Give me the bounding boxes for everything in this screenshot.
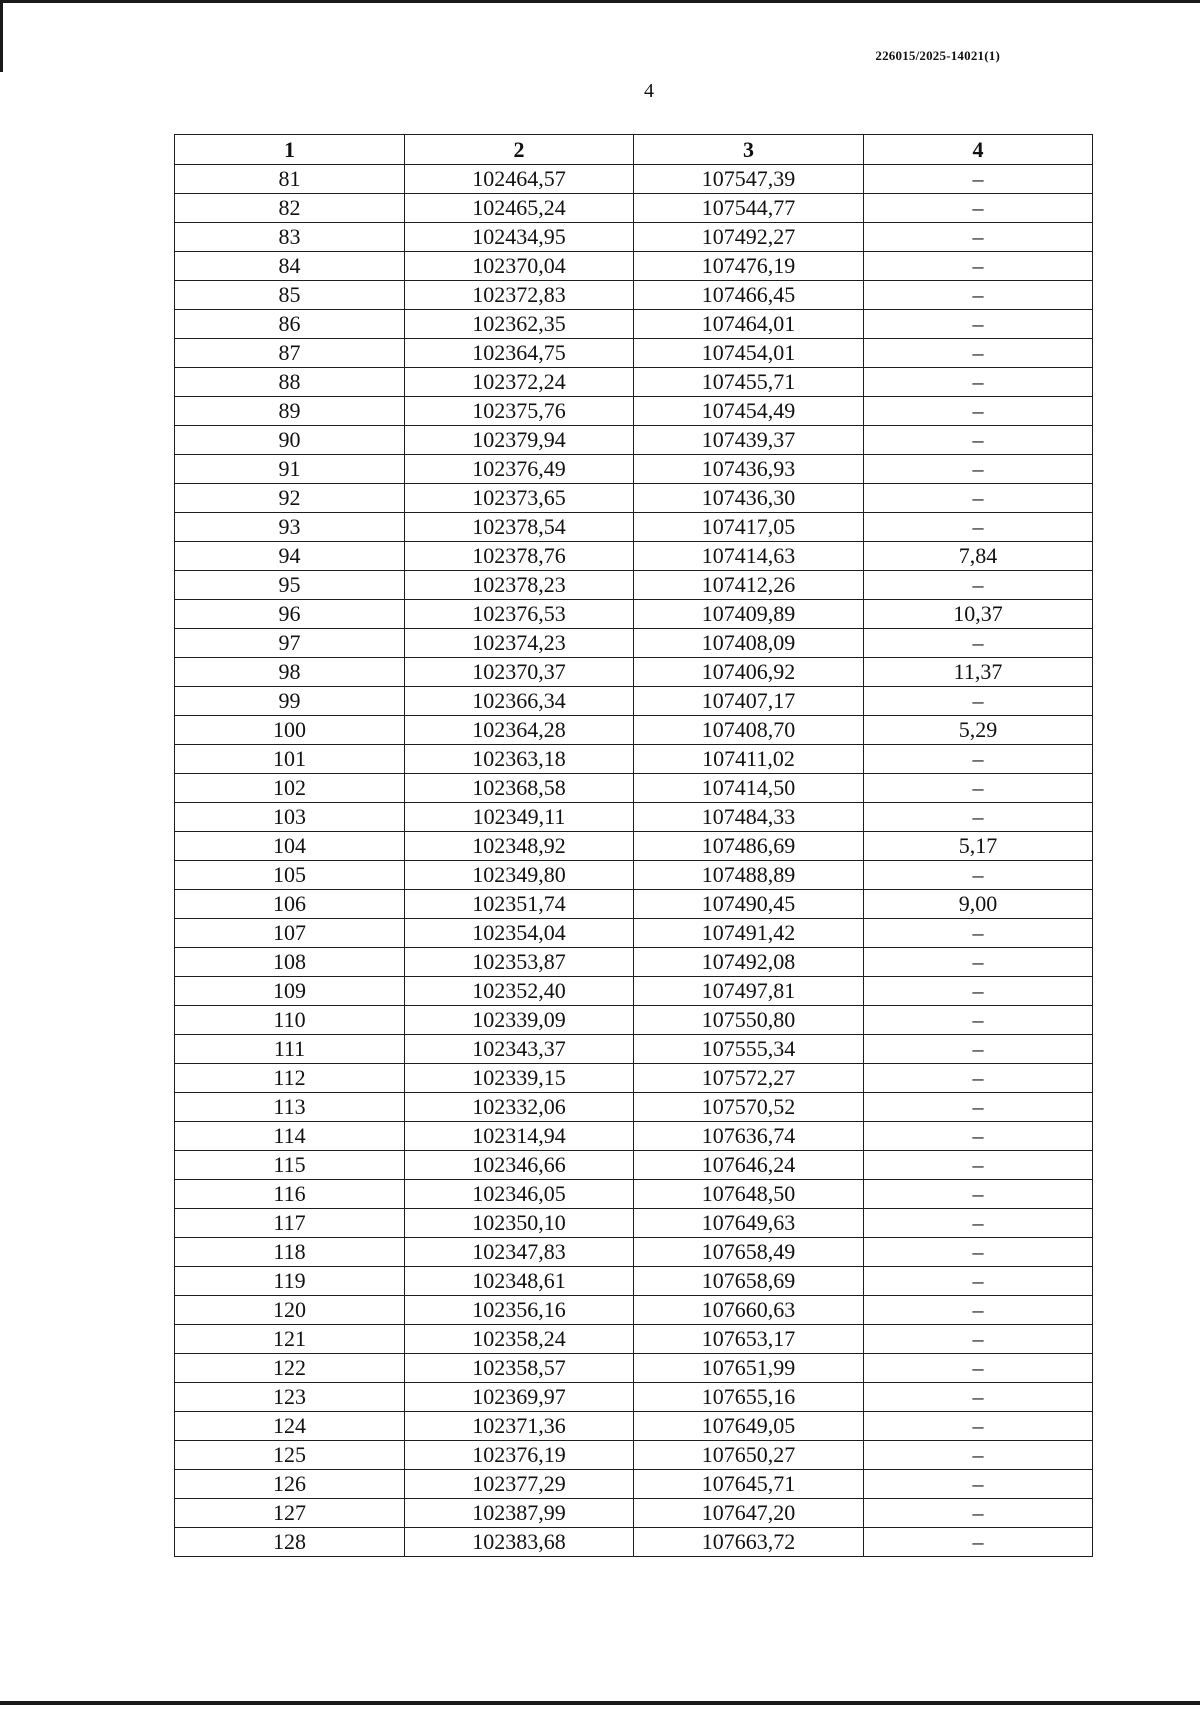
table-row (175, 165, 1093, 194)
table-row (175, 745, 1093, 774)
y-coordinate-cell: 107436,93 (634, 455, 864, 484)
value-cell: – (864, 919, 1093, 948)
value-cell: 5,17 (864, 832, 1093, 861)
x-coordinate-cell: 102358,24 (405, 1325, 634, 1354)
value-cell: – (864, 513, 1093, 542)
y-coordinate-cell: 107660,63 (634, 1296, 864, 1325)
value-cell: – (864, 745, 1093, 774)
y-coordinate-cell: 107455,71 (634, 368, 864, 397)
x-coordinate-cell: 102346,05 (405, 1180, 634, 1209)
y-coordinate-cell: 107492,08 (634, 948, 864, 977)
y-coordinate-cell: 107408,09 (634, 629, 864, 658)
point-number-cell: 88 (175, 368, 405, 397)
x-coordinate-cell: 102343,37 (405, 1035, 634, 1064)
point-number-cell: 81 (175, 165, 405, 194)
value-cell: – (864, 1499, 1093, 1528)
value-cell: 10,37 (864, 600, 1093, 629)
value-cell: – (864, 165, 1093, 194)
x-coordinate-cell: 102465,24 (405, 194, 634, 223)
value-cell: – (864, 1238, 1093, 1267)
table-row (175, 1441, 1093, 1470)
table-row (175, 1151, 1093, 1180)
y-coordinate-cell: 107439,37 (634, 426, 864, 455)
point-number-cell: 102 (175, 774, 405, 803)
table-row (175, 629, 1093, 658)
table-row (175, 571, 1093, 600)
point-number-cell: 98 (175, 658, 405, 687)
point-number-cell: 122 (175, 1354, 405, 1383)
point-number-cell: 106 (175, 890, 405, 919)
y-coordinate-cell: 107658,49 (634, 1238, 864, 1267)
value-cell: – (864, 629, 1093, 658)
x-coordinate-cell: 102378,54 (405, 513, 634, 542)
point-number-cell: 112 (175, 1064, 405, 1093)
table-row (175, 1238, 1093, 1267)
table-row (175, 1064, 1093, 1093)
x-coordinate-cell: 102349,11 (405, 803, 634, 832)
x-coordinate-cell: 102371,36 (405, 1412, 634, 1441)
point-number-cell: 107 (175, 919, 405, 948)
y-coordinate-cell: 107653,17 (634, 1325, 864, 1354)
x-coordinate-cell: 102374,23 (405, 629, 634, 658)
value-cell: – (864, 1180, 1093, 1209)
x-coordinate-cell: 102376,49 (405, 455, 634, 484)
y-coordinate-cell: 107454,49 (634, 397, 864, 426)
point-number-cell: 92 (175, 484, 405, 513)
column-header: 4 (864, 135, 1093, 165)
table-row (175, 1499, 1093, 1528)
y-coordinate-cell: 107490,45 (634, 890, 864, 919)
y-coordinate-cell: 107412,26 (634, 571, 864, 600)
point-number-cell: 120 (175, 1296, 405, 1325)
point-number-cell: 83 (175, 223, 405, 252)
point-number-cell: 125 (175, 1441, 405, 1470)
x-coordinate-cell: 102387,99 (405, 1499, 634, 1528)
y-coordinate-cell: 107555,34 (634, 1035, 864, 1064)
y-coordinate-cell: 107492,27 (634, 223, 864, 252)
point-number-cell: 116 (175, 1180, 405, 1209)
value-cell: 7,84 (864, 542, 1093, 571)
y-coordinate-cell: 107647,20 (634, 1499, 864, 1528)
point-number-cell: 87 (175, 339, 405, 368)
table-row (175, 658, 1093, 687)
point-number-cell: 128 (175, 1528, 405, 1557)
table-header-row (175, 135, 1093, 165)
y-coordinate-cell: 107409,89 (634, 600, 864, 629)
value-cell: – (864, 281, 1093, 310)
y-coordinate-cell: 107411,02 (634, 745, 864, 774)
point-number-cell: 118 (175, 1238, 405, 1267)
x-coordinate-cell: 102351,74 (405, 890, 634, 919)
table-row (175, 600, 1093, 629)
value-cell: – (864, 484, 1093, 513)
x-coordinate-cell: 102348,61 (405, 1267, 634, 1296)
point-number-cell: 84 (175, 252, 405, 281)
point-number-cell: 91 (175, 455, 405, 484)
scan-border-bottom (0, 1701, 1200, 1705)
table-row (175, 513, 1093, 542)
x-coordinate-cell: 102350,10 (405, 1209, 634, 1238)
y-coordinate-cell: 107436,30 (634, 484, 864, 513)
x-coordinate-cell: 102339,09 (405, 1006, 634, 1035)
x-coordinate-cell: 102372,83 (405, 281, 634, 310)
point-number-cell: 108 (175, 948, 405, 977)
point-number-cell: 99 (175, 687, 405, 716)
value-cell: 5,29 (864, 716, 1093, 745)
y-coordinate-cell: 107414,50 (634, 774, 864, 803)
point-number-cell: 86 (175, 310, 405, 339)
point-number-cell: 94 (175, 542, 405, 571)
x-coordinate-cell: 102362,35 (405, 310, 634, 339)
point-number-cell: 114 (175, 1122, 405, 1151)
table-row (175, 310, 1093, 339)
value-cell: – (864, 1035, 1093, 1064)
point-number-cell: 109 (175, 977, 405, 1006)
table-row (175, 368, 1093, 397)
point-number-cell: 115 (175, 1151, 405, 1180)
value-cell: – (864, 1383, 1093, 1412)
table-row (175, 716, 1093, 745)
y-coordinate-cell: 107570,52 (634, 1093, 864, 1122)
value-cell: – (864, 1151, 1093, 1180)
value-cell: – (864, 1354, 1093, 1383)
y-coordinate-cell: 107407,17 (634, 687, 864, 716)
table-row (175, 1325, 1093, 1354)
x-coordinate-cell: 102352,40 (405, 977, 634, 1006)
x-coordinate-cell: 102372,24 (405, 368, 634, 397)
value-cell: – (864, 455, 1093, 484)
scan-border-left (0, 0, 3, 72)
value-cell: – (864, 1528, 1093, 1557)
table-row (175, 1122, 1093, 1151)
point-number-cell: 111 (175, 1035, 405, 1064)
value-cell: – (864, 774, 1093, 803)
y-coordinate-cell: 107572,27 (634, 1064, 864, 1093)
point-number-cell: 103 (175, 803, 405, 832)
value-cell: – (864, 1412, 1093, 1441)
x-coordinate-cell: 102378,76 (405, 542, 634, 571)
y-coordinate-cell: 107406,92 (634, 658, 864, 687)
value-cell: – (864, 1267, 1093, 1296)
table-body (175, 165, 1093, 1557)
table-row (175, 774, 1093, 803)
x-coordinate-cell: 102464,57 (405, 165, 634, 194)
y-coordinate-cell: 107663,72 (634, 1528, 864, 1557)
x-coordinate-cell: 102354,04 (405, 919, 634, 948)
column-header: 2 (405, 135, 634, 165)
point-number-cell: 123 (175, 1383, 405, 1412)
y-coordinate-cell: 107649,05 (634, 1412, 864, 1441)
table-row (175, 977, 1093, 1006)
point-number-cell: 93 (175, 513, 405, 542)
x-coordinate-cell: 102366,34 (405, 687, 634, 716)
y-coordinate-cell: 107645,71 (634, 1470, 864, 1499)
y-coordinate-cell: 107651,99 (634, 1354, 864, 1383)
coordinates-table (174, 134, 1093, 1557)
table-row (175, 484, 1093, 513)
table-row (175, 890, 1093, 919)
x-coordinate-cell: 102370,04 (405, 252, 634, 281)
y-coordinate-cell: 107488,89 (634, 861, 864, 890)
table-row (175, 1296, 1093, 1325)
y-coordinate-cell: 107649,63 (634, 1209, 864, 1238)
y-coordinate-cell: 107544,77 (634, 194, 864, 223)
value-cell: 9,00 (864, 890, 1093, 919)
table-row (175, 1180, 1093, 1209)
x-coordinate-cell: 102358,57 (405, 1354, 634, 1383)
point-number-cell: 124 (175, 1412, 405, 1441)
x-coordinate-cell: 102376,19 (405, 1441, 634, 1470)
table-row (175, 339, 1093, 368)
table-row (175, 1528, 1093, 1557)
x-coordinate-cell: 102348,92 (405, 832, 634, 861)
x-coordinate-cell: 102353,87 (405, 948, 634, 977)
column-header: 3 (634, 135, 864, 165)
value-cell: – (864, 1296, 1093, 1325)
table-row (175, 1383, 1093, 1412)
value-cell: – (864, 368, 1093, 397)
point-number-cell: 113 (175, 1093, 405, 1122)
point-number-cell: 85 (175, 281, 405, 310)
y-coordinate-cell: 107650,27 (634, 1441, 864, 1470)
table-row (175, 252, 1093, 281)
y-coordinate-cell: 107476,19 (634, 252, 864, 281)
point-number-cell: 101 (175, 745, 405, 774)
y-coordinate-cell: 107408,70 (634, 716, 864, 745)
y-coordinate-cell: 107646,24 (634, 1151, 864, 1180)
value-cell: – (864, 803, 1093, 832)
value-cell: – (864, 1441, 1093, 1470)
table-row (175, 542, 1093, 571)
y-coordinate-cell: 107491,42 (634, 919, 864, 948)
y-coordinate-cell: 107648,50 (634, 1180, 864, 1209)
point-number-cell: 82 (175, 194, 405, 223)
point-number-cell: 90 (175, 426, 405, 455)
value-cell: – (864, 1122, 1093, 1151)
point-number-cell: 95 (175, 571, 405, 600)
value-cell: – (864, 977, 1093, 1006)
value-cell: – (864, 861, 1093, 890)
y-coordinate-cell: 107486,69 (634, 832, 864, 861)
point-number-cell: 119 (175, 1267, 405, 1296)
table-row (175, 397, 1093, 426)
value-cell: – (864, 252, 1093, 281)
y-coordinate-cell: 107550,80 (634, 1006, 864, 1035)
value-cell: – (864, 948, 1093, 977)
table-row (175, 803, 1093, 832)
value-cell: 11,37 (864, 658, 1093, 687)
value-cell: – (864, 1209, 1093, 1238)
value-cell: – (864, 426, 1093, 455)
value-cell: – (864, 310, 1093, 339)
point-number-cell: 100 (175, 716, 405, 745)
point-number-cell: 121 (175, 1325, 405, 1354)
y-coordinate-cell: 107547,39 (634, 165, 864, 194)
table-row (175, 281, 1093, 310)
x-coordinate-cell: 102356,16 (405, 1296, 634, 1325)
value-cell: – (864, 687, 1093, 716)
table-row (175, 1035, 1093, 1064)
value-cell: – (864, 223, 1093, 252)
value-cell: – (864, 1093, 1093, 1122)
x-coordinate-cell: 102434,95 (405, 223, 634, 252)
x-coordinate-cell: 102339,15 (405, 1064, 634, 1093)
table-row (175, 194, 1093, 223)
point-number-cell: 105 (175, 861, 405, 890)
y-coordinate-cell: 107636,74 (634, 1122, 864, 1151)
value-cell: – (864, 1064, 1093, 1093)
y-coordinate-cell: 107497,81 (634, 977, 864, 1006)
x-coordinate-cell: 102373,65 (405, 484, 634, 513)
point-number-cell: 127 (175, 1499, 405, 1528)
table-row (175, 1412, 1093, 1441)
page-number: 4 (644, 80, 654, 102)
x-coordinate-cell: 102349,80 (405, 861, 634, 890)
y-coordinate-cell: 107466,45 (634, 281, 864, 310)
x-coordinate-cell: 102379,94 (405, 426, 634, 455)
y-coordinate-cell: 107658,69 (634, 1267, 864, 1296)
table-row (175, 919, 1093, 948)
value-cell: – (864, 397, 1093, 426)
point-number-cell: 117 (175, 1209, 405, 1238)
y-coordinate-cell: 107454,01 (634, 339, 864, 368)
value-cell: – (864, 1470, 1093, 1499)
table-row (175, 1470, 1093, 1499)
y-coordinate-cell: 107655,16 (634, 1383, 864, 1412)
x-coordinate-cell: 102364,75 (405, 339, 634, 368)
point-number-cell: 96 (175, 600, 405, 629)
x-coordinate-cell: 102370,37 (405, 658, 634, 687)
value-cell: – (864, 1006, 1093, 1035)
point-number-cell: 89 (175, 397, 405, 426)
x-coordinate-cell: 102332,06 (405, 1093, 634, 1122)
y-coordinate-cell: 107464,01 (634, 310, 864, 339)
x-coordinate-cell: 102368,58 (405, 774, 634, 803)
y-coordinate-cell: 107417,05 (634, 513, 864, 542)
x-coordinate-cell: 102347,83 (405, 1238, 634, 1267)
y-coordinate-cell: 107484,33 (634, 803, 864, 832)
x-coordinate-cell: 102383,68 (405, 1528, 634, 1557)
x-coordinate-cell: 102364,28 (405, 716, 634, 745)
table-row (175, 832, 1093, 861)
table-row (175, 223, 1093, 252)
point-number-cell: 97 (175, 629, 405, 658)
point-number-cell: 110 (175, 1006, 405, 1035)
table-row (175, 948, 1093, 977)
column-header: 1 (175, 135, 405, 165)
scan-border-top (0, 0, 1200, 3)
registration-number: 226015/2025-14021(1) (875, 48, 1000, 63)
x-coordinate-cell: 102377,29 (405, 1470, 634, 1499)
point-number-cell: 126 (175, 1470, 405, 1499)
table-row (175, 426, 1093, 455)
table-row (175, 455, 1093, 484)
y-coordinate-cell: 107414,63 (634, 542, 864, 571)
table-row (175, 1354, 1093, 1383)
value-cell: – (864, 339, 1093, 368)
table-row (175, 1093, 1093, 1122)
table-row (175, 1006, 1093, 1035)
table-row (175, 861, 1093, 890)
value-cell: – (864, 571, 1093, 600)
point-number-cell: 104 (175, 832, 405, 861)
value-cell: – (864, 194, 1093, 223)
x-coordinate-cell: 102375,76 (405, 397, 634, 426)
x-coordinate-cell: 102314,94 (405, 1122, 634, 1151)
x-coordinate-cell: 102376,53 (405, 600, 634, 629)
x-coordinate-cell: 102378,23 (405, 571, 634, 600)
table-row (175, 1267, 1093, 1296)
table-row (175, 687, 1093, 716)
value-cell: – (864, 1325, 1093, 1354)
table-row (175, 1209, 1093, 1238)
x-coordinate-cell: 102363,18 (405, 745, 634, 774)
x-coordinate-cell: 102369,97 (405, 1383, 634, 1412)
x-coordinate-cell: 102346,66 (405, 1151, 634, 1180)
